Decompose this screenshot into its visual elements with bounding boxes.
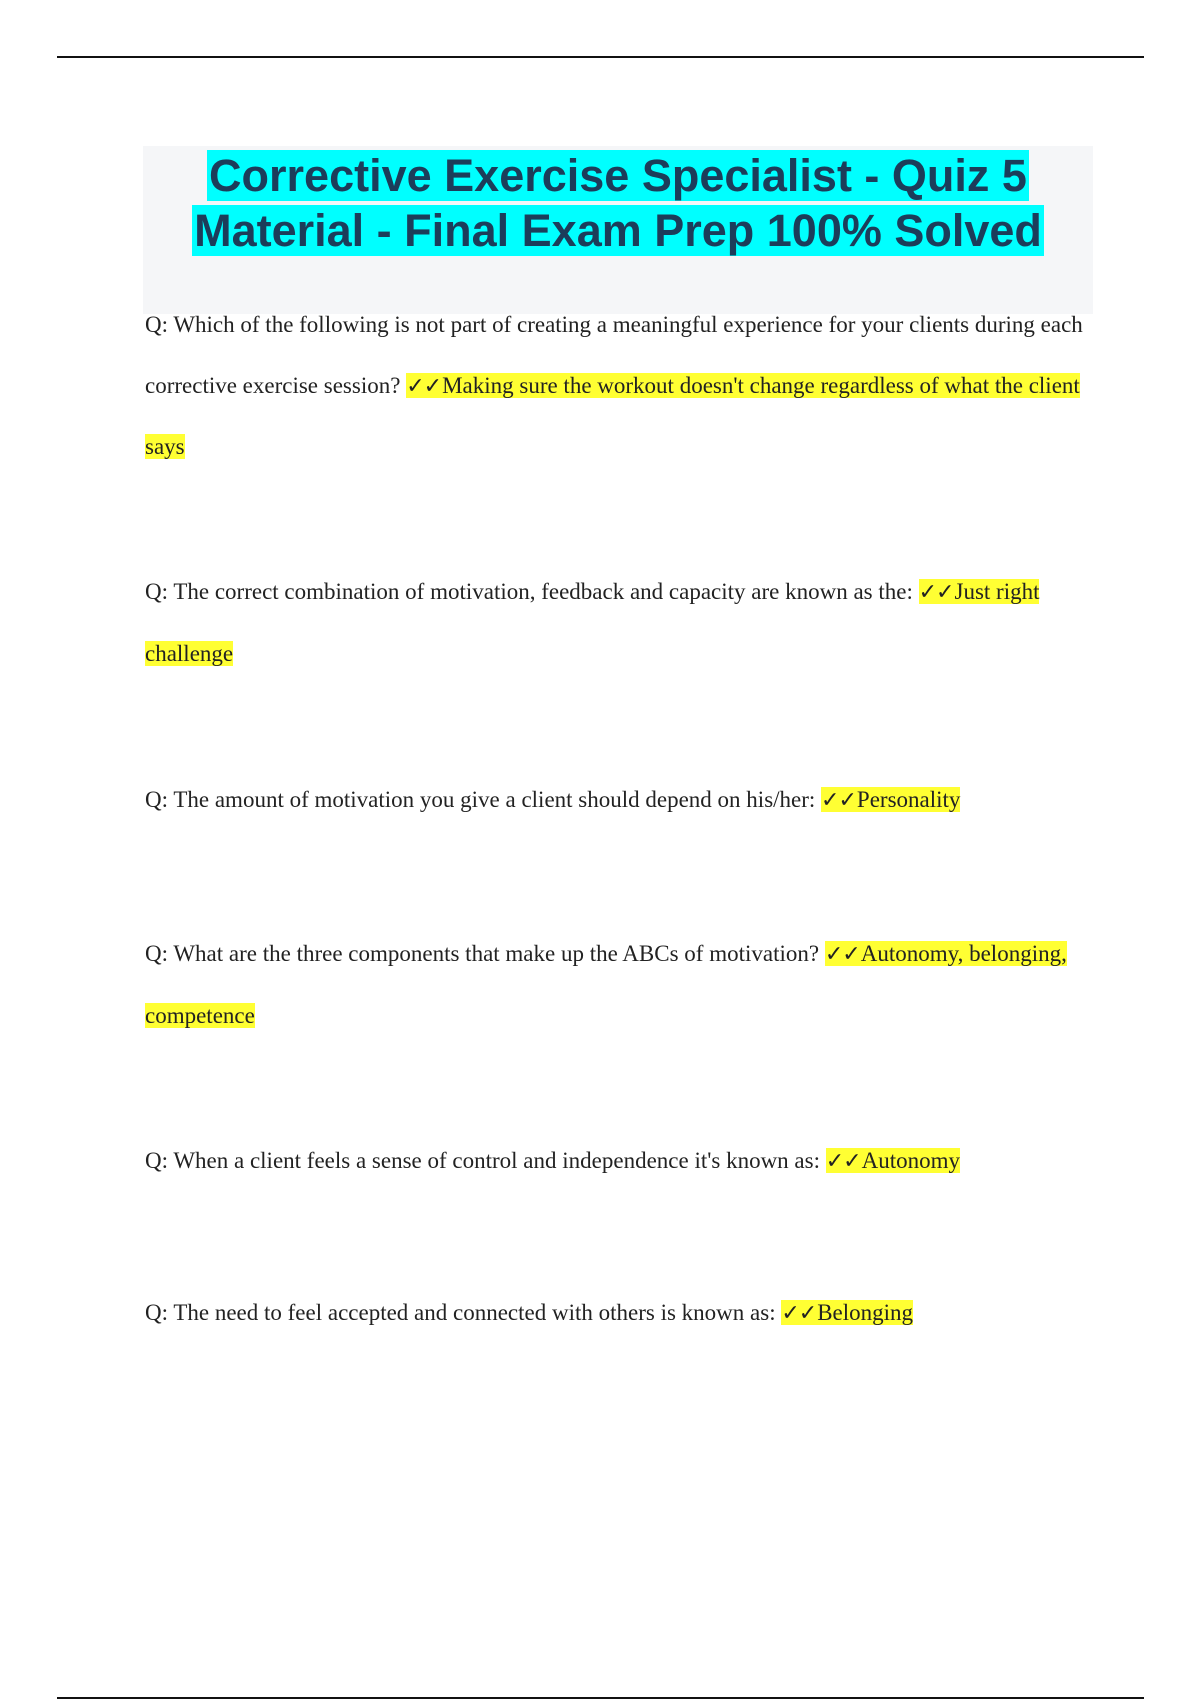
double-check-icon: ✓✓ (824, 942, 860, 967)
qa-item-5 (145, 1131, 1095, 1193)
answer-highlight (781, 1300, 913, 1325)
answer-text: Autonomy, belonging, competence (145, 941, 1067, 1028)
double-check-icon: ✓✓ (821, 788, 856, 813)
question-text: Q: When a client feels a sense of control and independence it's known as: (145, 1148, 820, 1173)
answer-text: Belonging (817, 1300, 914, 1325)
document-title-text: Corrective Exercise Specialist - Quiz 5 Material - Final Exam Prep 100% Solved (194, 150, 1042, 256)
qa-item-1 (145, 295, 1095, 478)
answer-text: Making sure the workout doesn't change regardless of what the client says (145, 372, 1080, 459)
answer-text: Just right challenge (145, 579, 1040, 666)
document-title (143, 146, 1093, 258)
question-text: Q: What are the three components that make up the ABCs of motivation? (145, 941, 820, 966)
question-text: Q: The amount of motivation you give a client should depend on his/her: (145, 787, 816, 812)
double-check-icon: ✓✓ (825, 1149, 861, 1174)
answer-highlight (826, 1148, 960, 1173)
question-text: Q: Which of the following is not part of creating a meaningful experience for your clients during each corrective exercise session? (145, 312, 1083, 398)
double-check-icon: ✓✓ (918, 580, 954, 605)
answer-text: Personality (856, 787, 961, 812)
qa-item-6 (145, 1283, 1095, 1345)
top-rule (57, 56, 1144, 58)
question-text: Q: The need to feel accepted and connected with others is known as: (145, 1300, 776, 1325)
double-check-icon: ✓✓ (406, 373, 442, 399)
qa-item-4 (145, 924, 1095, 1046)
qa-item-2 (145, 562, 1095, 684)
bottom-rule (57, 1697, 1144, 1699)
qa-item-3 (145, 770, 1095, 832)
double-check-icon: ✓✓ (781, 1301, 817, 1326)
answer-text: Autonomy (861, 1148, 960, 1173)
answer-highlight (821, 787, 960, 812)
title-block (143, 146, 1093, 314)
question-text: Q: The correct combination of motivation, feedback and capacity are known as the: (145, 579, 913, 604)
